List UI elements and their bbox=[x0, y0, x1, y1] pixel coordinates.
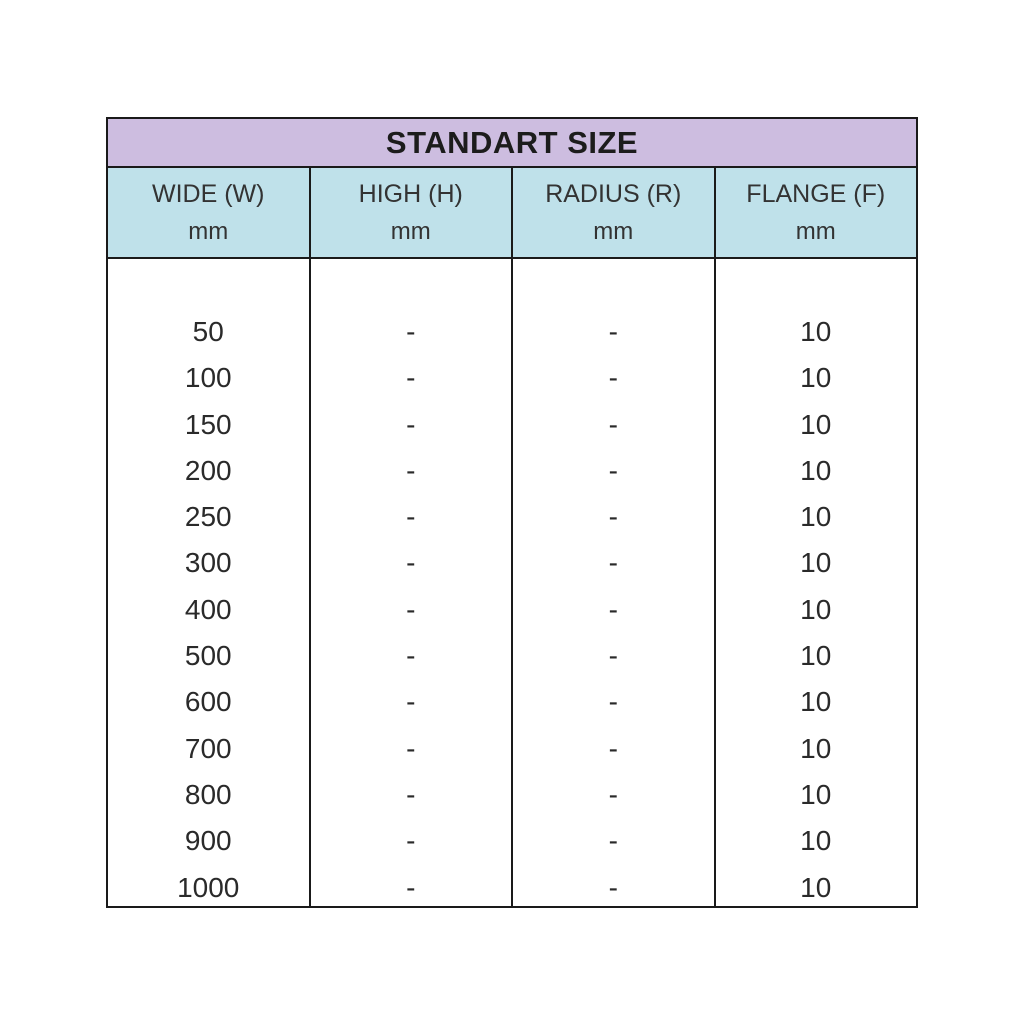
table-body bbox=[108, 259, 916, 906]
table-cell: - bbox=[608, 454, 618, 486]
column-high bbox=[311, 259, 514, 906]
table-cell: 10 bbox=[800, 593, 832, 625]
table-cell: - bbox=[406, 871, 416, 903]
table-cell: - bbox=[406, 825, 416, 857]
size-table bbox=[106, 117, 918, 908]
table-cell: 700 bbox=[184, 732, 232, 764]
table-cell: - bbox=[406, 547, 416, 579]
table-cell: 150 bbox=[184, 408, 232, 440]
header-radius-label: RADIUS (R) bbox=[545, 179, 682, 208]
table-cell: 1000 bbox=[177, 871, 240, 903]
header-radius-unit: mm bbox=[593, 217, 634, 245]
table-cell: 900 bbox=[184, 825, 232, 857]
table-cell: 250 bbox=[184, 501, 232, 533]
table-cell: - bbox=[406, 316, 416, 347]
header-row bbox=[108, 168, 916, 259]
header-wide-unit: mm bbox=[188, 217, 229, 245]
header-flange bbox=[716, 168, 917, 257]
table-cell: 400 bbox=[184, 593, 232, 625]
table-cell: - bbox=[406, 408, 416, 440]
table-cell: 500 bbox=[184, 640, 232, 672]
table-cell: 10 bbox=[800, 825, 832, 857]
header-high-label: HIGH (H) bbox=[358, 179, 463, 208]
table-cell: 10 bbox=[800, 871, 832, 903]
table-cell: 10 bbox=[800, 501, 832, 533]
table-cell: - bbox=[608, 732, 618, 764]
table-cell: - bbox=[608, 778, 618, 810]
table-cell: - bbox=[608, 408, 618, 440]
header-radius bbox=[513, 168, 716, 257]
table-cell: - bbox=[608, 871, 618, 903]
table-cell: 10 bbox=[800, 316, 832, 347]
table-cell: 600 bbox=[184, 686, 232, 718]
table-cell: - bbox=[406, 362, 416, 394]
table-cell: - bbox=[608, 825, 618, 857]
table-cell: 50 bbox=[192, 316, 224, 347]
table-cell: - bbox=[406, 640, 416, 672]
table-cell: 300 bbox=[184, 547, 232, 579]
table-title: STANDART SIZE bbox=[108, 119, 916, 168]
column-flange bbox=[716, 259, 917, 906]
table-cell: - bbox=[608, 547, 618, 579]
header-high-unit: mm bbox=[390, 217, 431, 245]
table-cell: 10 bbox=[800, 640, 832, 672]
table-cell: 10 bbox=[800, 454, 832, 486]
table-cell: - bbox=[406, 686, 416, 718]
table-cell: - bbox=[608, 316, 618, 347]
header-flange-unit: mm bbox=[795, 217, 836, 245]
table-cell: - bbox=[406, 593, 416, 625]
table-cell: - bbox=[406, 454, 416, 486]
table-cell: - bbox=[608, 593, 618, 625]
table-cell: 10 bbox=[800, 362, 832, 394]
table-cell: - bbox=[406, 732, 416, 764]
table-cell: - bbox=[608, 686, 618, 718]
table-cell: - bbox=[608, 362, 618, 394]
table-cell: 10 bbox=[800, 408, 832, 440]
table-cell: - bbox=[406, 501, 416, 533]
table-cell: 10 bbox=[800, 778, 832, 810]
column-radius bbox=[513, 259, 716, 906]
table-cell: - bbox=[406, 778, 416, 810]
header-flange-label: FLANGE (F) bbox=[746, 179, 886, 208]
header-wide-label: WIDE (W) bbox=[152, 179, 265, 208]
header-high bbox=[311, 168, 514, 257]
table-cell: - bbox=[608, 640, 618, 672]
table-cell: - bbox=[608, 501, 618, 533]
table-cell: 10 bbox=[800, 732, 832, 764]
header-wide bbox=[108, 168, 311, 257]
table-cell: 10 bbox=[800, 686, 832, 718]
column-wide bbox=[108, 259, 311, 906]
table-cell: 800 bbox=[184, 778, 232, 810]
table-cell: 200 bbox=[184, 454, 232, 486]
table-cell: 100 bbox=[184, 362, 232, 394]
table-cell: 10 bbox=[800, 547, 832, 579]
